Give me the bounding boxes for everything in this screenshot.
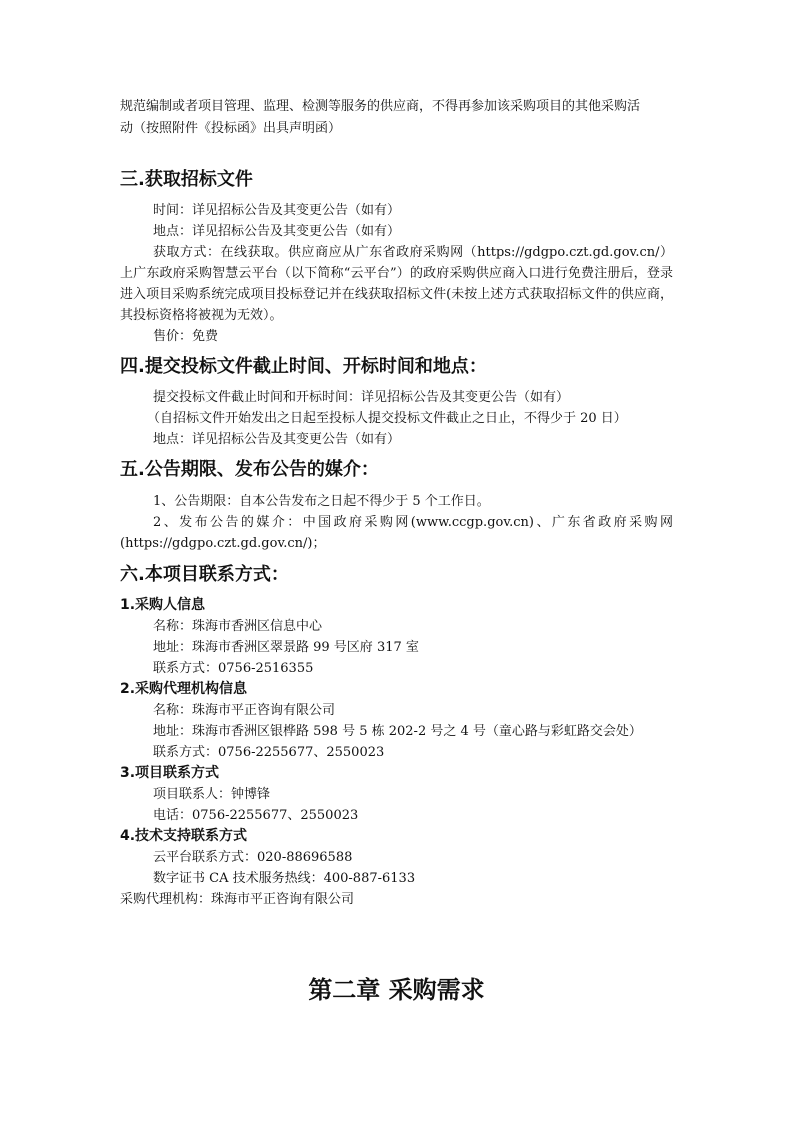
section-3-place: 地点：详见招标公告及其变更公告（如有） — [153, 224, 401, 239]
purchaser-heading: 1.采购人信息 — [120, 597, 206, 613]
purchaser-name: 名称：珠海市香洲区信息中心 — [153, 619, 323, 634]
purchaser-address: 地址：珠海市香洲区翠景路 99 号区府 317 室 — [153, 640, 419, 655]
section-4-note: （自招标文件开始发出之日起至投标人提交投标文件截止之日止，不得少于 20 日） — [147, 411, 627, 426]
section-3-time: 时间：详见招标公告及其变更公告（如有） — [153, 203, 401, 218]
project-contact-heading: 3.项目联系方式 — [120, 765, 220, 781]
support-heading: 4.技术支持联系方式 — [120, 828, 248, 844]
support-cloud: 云平台联系方式：020-88696588 — [153, 850, 353, 865]
purchaser-contact: 联系方式：0756-2516355 — [153, 661, 314, 676]
agency-contact: 联系方式：0756-2255677、2550023 — [153, 745, 385, 760]
agency-heading: 2.采购代理机构信息 — [120, 681, 248, 697]
section-5-item-2: 2、发布公告的媒介：中国政府采购网(www.ccgp.gov.cn)、广东省政府采购网(https://gdgpo.czt.gd.gov.cn/)； — [120, 515, 673, 551]
section-3-method: 获取方式：在线获取。供应商应从广东省政府采购网（https://gdgpo.czt.gd.gov.cn/）上广东政府采购智慧云平台（以下简称“云平台”）的政府采购供应商入口进行免费注册后，登录进入项目采购系统完成项目投标登记并在线获取招标文件(未按上述方式获取招标文件的供应商，其投标资格将被视为无效）。 — [120, 245, 673, 323]
section-4-deadline: 提交投标文件截止时间和开标时间：详见招标公告及其变更公告（如有） — [153, 390, 570, 405]
intro-line-2: 动（按照附件《投标函》出具声明函） — [120, 121, 342, 136]
section-4-place: 地点：详见招标公告及其变更公告（如有） — [153, 432, 401, 447]
agency-name: 名称：珠海市平正咨询有限公司 — [153, 703, 336, 718]
agency-address: 地址：珠海市香洲区银桦路 598 号 5 栋 202-2 号之 4 号（童心路与彩虹路交会处） — [153, 724, 642, 739]
project-contact-person: 项目联系人：钟博锋 — [153, 787, 271, 802]
section-4-heading: 四.提交投标文件截止时间、开标时间和地点： — [120, 356, 487, 377]
section-3-heading: 三.获取招标文件 — [120, 169, 253, 190]
intro-line-1: 规范编制或者项目管理、监理、检测等服务的供应商，不得再参加该采购项目的其他采购活 — [120, 99, 641, 114]
chapter-title: 第二章 采购需求 — [308, 976, 485, 1004]
support-ca: 数字证书 CA 技术服务热线：400-887-6133 — [153, 871, 416, 886]
section-3-price: 售价：免费 — [153, 329, 219, 344]
section-5-heading: 五.公告期限、发布公告的媒介： — [120, 459, 379, 480]
project-contact-phone: 电话：0756-2255677、2550023 — [153, 808, 359, 823]
agency-footer: 采购代理机构：珠海市平正咨询有限公司 — [120, 892, 355, 907]
section-5-item-1: 1、公告期限：自本公告发布之日起不得少于 5 个工作日。 — [153, 494, 490, 509]
section-6-heading: 六.本项目联系方式： — [120, 564, 289, 585]
